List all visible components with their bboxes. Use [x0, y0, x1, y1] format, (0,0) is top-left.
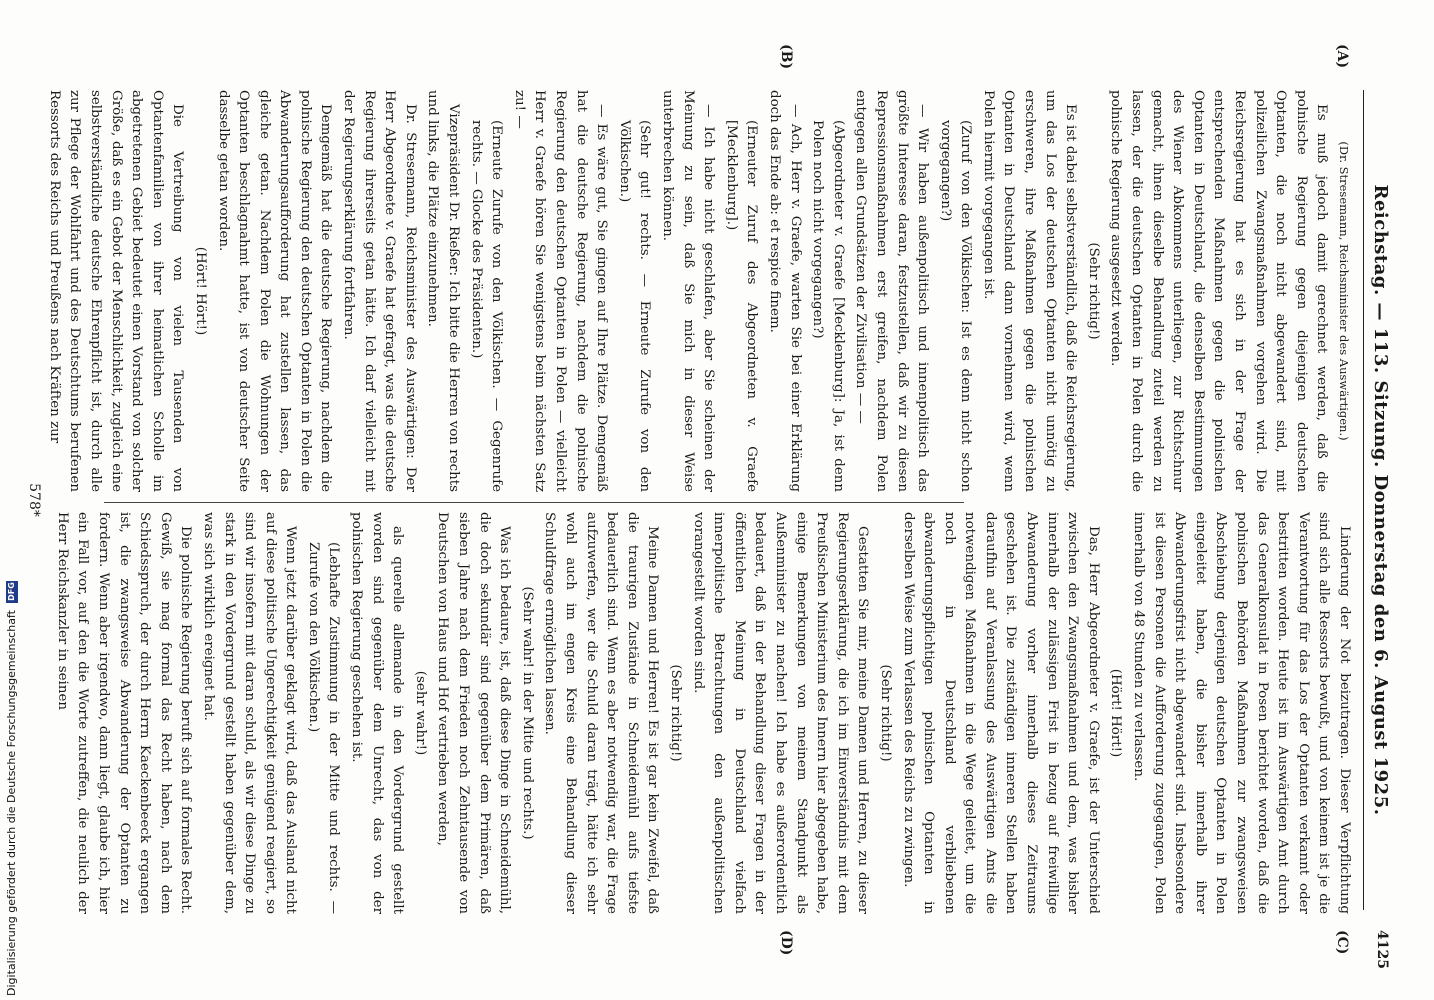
- margin-marker-b: (B): [778, 44, 794, 70]
- interjection: (Sehr gut! rechts. — Erneute Zurufe von den Völkischen.): [616, 120, 653, 492]
- paragraph: Wenn jetzt darüber geklagt wird, daß das Ausland nicht auf diese politische Ungerechtigkeit genügend reagiert, so sind wir insofern mit daran schuld, als wir diese Dinge zu stark in den Vordergrund gestellt haben gegenüber dem, was sich wirklich ereignet hat.: [200, 512, 299, 914]
- paragraph: — Ach, Herr v. Graefe, warten Sie bei einer Erklärung doch das Ende ab: et respice finem.: [766, 90, 803, 492]
- paragraph: Die polnische Regierung beruft sich auf formales Recht. Gewiß, sie mag formal das Recht haben, nach dem Schiedsspruch, der durch Herrn Kaeckenbeeck ergangen ist, die zwangsweise Abwanderung der Optanten zu fordern. Wenn aber irgendwo, dann liegt, glaube ich, hier ein Fall vor, auf den die Worte zutreffen, die neulich der Herr Reichskanzler in seinen: [54, 512, 194, 914]
- paragraph: Vizepräsident Dr. Rießer: Ich bitte die Herren von rechts und links, die Plätze einzunehmen.: [425, 90, 462, 492]
- digitization-credit: [4, 582, 20, 996]
- sheet-signature: 578*: [26, 483, 42, 517]
- credit-text: Digitalisierung gefördert durch die Deutsche Forschungsgemeinschaft: [5, 610, 18, 996]
- paragraph: Demgemäß hat die deutsche Regierung, nachdem die polnische Regierung den deutschen Optanten in Polen die Abwanderungsaufforderung hat zustellen lassen, das gleiche getan. Nachdem Polen die Wohnungen der Optanten beschlagnahmt hatte, ist von deutscher Seite dasselbe getan worden.: [215, 90, 334, 492]
- paragraph: Meine Damen und Herren! Es ist gar kein Zweifel, daß die traurigen Zustände in Schneidemühl aufs tiefste bedauerlich sind. Wenn es aber notwendig war, die Frage aufzuwerfen, wer die Schuld daran trägt, hätte ich sehr wohl auch im engen Kreis eine Behandlung dieser Schuldfrage ermöglichen lassen.: [542, 512, 661, 914]
- paragraph: — Ich habe nicht geschlafen, aber Sie scheinen der Meinung zu sein, daß Sie mich in dieser Weise unterbrechen können.: [660, 90, 717, 492]
- interjection: (Sehr wahr! in der Mitte und rechts.): [519, 586, 535, 840]
- interjection: (Abgeordneter v. Graefe [Mecklenburg]: Ja, ist denn Polen noch nicht vorgegangen?): [810, 120, 846, 492]
- page-number: 4125: [1374, 930, 1390, 969]
- interjection: (Hört! Hört!): [192, 246, 208, 336]
- paragraph: — Wir haben außenpolitisch und innenpolitisch das größte Interesse daran, festzustellen, daß wir zu diesen Repressionsmaßnahmen erst greifen, nachdem Polen entgegen allen Grundsätzen der Zivilisation — —: [853, 90, 931, 492]
- margin-marker-c: (C): [1334, 930, 1350, 955]
- paragraph: Linderung der Not beizutragen. Dieser Verpflichtung sind sich alle Ressorts bewußt, und von keinem ist je die Verantwortung für das Los der Optanten verkannt oder bestritten worden. Heute ist im Auswärtigen Amt durch das Generalkonsulat in Posen berichtet worden, daß die polnischen Behörden Maßnahmen zur zwangsweisen Abschiebung derjenigen deutschen Optanten in Polen eingeleitet haben, die bisher innerhalb ihrer Abwanderungsfrist nicht abgewandert sind. Insbesondere ist diesen Personen die Aufforderung zugegangen, Polen innerhalb von 48 Stunden zu verlassen.: [1131, 512, 1352, 914]
- interjection: (Sehr richtig!): [877, 664, 893, 762]
- paragraph: — Es wäre gut, Sie gingen auf Ihre Plätze. Demgemäß hat die deutsche Regierung, nachdem die polnische Regierung den deutschen Optanten in Polen — vielleicht Herr v. Graefe hören Sie wenigstens beim nächsten Satz zu! —: [511, 90, 610, 492]
- interjection: (Zuruf von den Völkischen: Ist es denn nicht schon vorgegangen?): [937, 120, 974, 492]
- paragraph: Was ich bedaure, ist, daß diese Dinge in Schneidemühl, die doch sekundär sind gegenüber dem Primären, daß sieben Jahre nach dem Frieden noch Zehntausende von Deutschen von Haus und Hof vertrieben werden,: [435, 512, 513, 914]
- interjection: (Hört! Hört!): [1108, 668, 1124, 758]
- margin-marker-a: (A): [1334, 44, 1350, 69]
- paragraph: Es muß jedoch damit gerechnet werden, daß die polnische Regierung gegen diejenigen deutschen Optanten, die noch nicht abgewandert sind, mit polizeilichen Zwangsmaßnahmen vorgehen wird. Die Reichsregierung hat es sich in der Frage der entsprechenden Maßnahmen gegen die polnischen Optanten in Deutschland, die denselben Bestimmungen des Wiener Abkommens unterliegen, zur Richtschnur gemacht, ihnen dieselbe Behandlung zuteil werden zu lassen, der die deutschen Optanten in Polen durch die polnische Regierung ausgesetzt werden.: [1108, 90, 1330, 492]
- interjection: (Erneute Zurufe von den Völkischen. — Gegenrufe rechts. — Glocke des Präsidenten.): [468, 120, 505, 492]
- speaker-continuation: (Dr. Stresemann, Reichsminister des Auswärtigen.): [1337, 141, 1351, 441]
- paragraph: Es ist dabei selbstverständlich, daß die Reichsregierung, um das Los der deutschen Optanten nicht unnötig zu erschweren, ihre Maßnahmen gegen die polnischen Optanten in Deutschland dann vornehmen wird, wenn Polen hiermit vorgegangen ist.: [980, 90, 1079, 492]
- left-text-column: [46, 90, 1354, 492]
- paragraph: Das, Herr Abgeordneter v. Graefe, ist der Unterschied zwischen den Zwangsmaßnahmen und dem, was bisher innerhalb der zulässigen Frist in bezug auf freiwillige Abwanderung vorher innerhalb dieses Zeitraums geschehen ist. Die zuständigen inneren Stellen haben daraufhin auf Veranlassung des Auswärtigen Amts die notwendigen Maßnahmen in die Wege geleitet, um die noch in Deutschland verbliebenen abwanderungspflichtigen polnischen Optanten in derselben Weise zum Verlassen des Reichs zu zwingen.: [900, 512, 1101, 914]
- dfg-logo-icon: DFG: [7, 582, 16, 601]
- interjection: (Erneuter Zuruf des Abgeordneten v. Graefe [Mecklenburg].): [723, 120, 760, 492]
- paragraph: Gestatten Sie mir, meine Damen und Herren, zu dieser Regierungserklärung, die ich im Einverständnis mit dem Preußischen Ministerium des Innern hier abgegeben habe, einige Bemerkungen von meinem Standpunkt als Außenminister zu machen! Ich habe es außerordentlich bedauert, daß in der Behandlung dieser Fragen in der öffentlichen Meinung in Deutschland vielfach innerpolitische Betrachtungen den außenpolitischen vorangestellt worden sind.: [690, 512, 871, 914]
- paragraph: Dr. Stresemann, Reichsminister des Auswärtigen: Der Herr Abgeordnete v. Graefe hat gefragt, was die deutsche Regierung ihrerseits getan hätte. Ich darf vielleicht mit der Regierungserklärung fortfahren.: [341, 90, 418, 492]
- paragraph: als querelle allemande in den Vordergrund gestellt worden sind gegenüber dem Unrecht, das von der polnischen Regierung geschehen ist.: [349, 512, 406, 914]
- interjection: (Sehr richtig!): [668, 664, 683, 762]
- page-header: [1363, 90, 1398, 910]
- right-text-column: [54, 512, 1354, 914]
- interjection: (Lebhafte Zustimmung in der Mitte und rechts. — Zurufe von den Völkischen.): [305, 542, 342, 914]
- column-divider: [104, 502, 964, 503]
- margin-marker-d: (D): [778, 930, 794, 956]
- interjection: (sehr wahr!): [412, 670, 428, 756]
- running-title: Reichstag. — 113. Sitzung. Donnerstag den 6. August 1925.: [1370, 184, 1391, 816]
- interjection: (Sehr richtig!): [1085, 242, 1101, 340]
- paragraph: Die Vertreibung von vielen Tausenden von Optantenfamilien von ihrer heimatlichen Scholle im abgetretenen Gebiet bedeutet einen Vorstand von solcher Größe, daß es ein Gebot der Menschlichkeit, zugleich eine selbstverständliche deutsche Ehrenpflicht ist, durch alle zur Pflege der Wohlfahrt und des Deutschtums berufenen Ressorts des Reichs und Preußens nach Kräften zur: [46, 90, 186, 492]
